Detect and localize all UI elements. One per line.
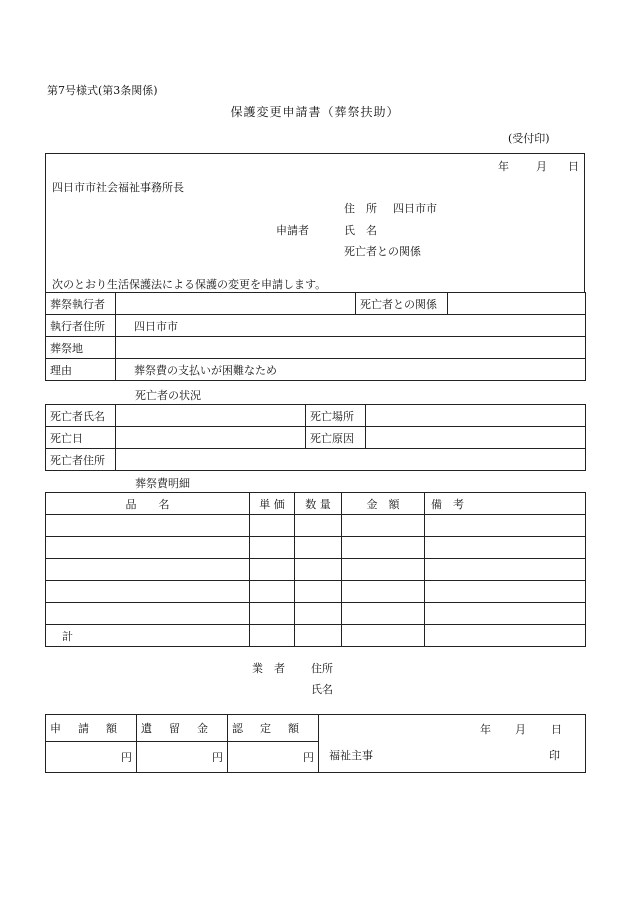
funeral-place-label: 葬祭地 <box>46 337 116 359</box>
deceased-address-label: 死亡者住所 <box>46 449 116 471</box>
applied-amount-field[interactable] <box>46 742 137 773</box>
item-name-header: 品 名 <box>46 493 250 515</box>
table-total-row <box>46 625 586 647</box>
item-cell[interactable] <box>250 537 295 559</box>
residual-money-field[interactable] <box>137 742 228 773</box>
deceased-table <box>45 404 586 471</box>
table-row <box>46 559 586 581</box>
table-header-row <box>46 493 586 515</box>
executor-relation-label: 死亡者との関係 <box>356 293 448 315</box>
table-row <box>46 337 586 359</box>
item-cell[interactable] <box>425 581 586 603</box>
item-cell[interactable] <box>250 559 295 581</box>
application-statement: 次のとおり生活保護法による保護の変更を申請します。 <box>52 278 327 291</box>
approved-amount-field[interactable] <box>228 742 319 773</box>
item-cell[interactable] <box>425 515 586 537</box>
item-cell[interactable] <box>342 603 425 625</box>
application-box <box>45 153 585 293</box>
item-cell[interactable] <box>46 515 250 537</box>
funeral-items-table <box>45 492 586 647</box>
item-cell[interactable] <box>295 581 342 603</box>
item-cell[interactable] <box>46 559 250 581</box>
applicant-label: 申請者 <box>276 224 309 237</box>
item-cell[interactable] <box>342 581 425 603</box>
receipt-stamp-label: (受付印) <box>508 132 550 145</box>
item-cell[interactable] <box>425 603 586 625</box>
item-cell[interactable] <box>295 559 342 581</box>
date-year-label: 年 <box>498 160 509 173</box>
item-cell[interactable] <box>250 603 295 625</box>
reason-label: 理由 <box>46 359 116 381</box>
vendor-label: 業 者 <box>252 662 285 675</box>
table-row <box>46 603 586 625</box>
applicant-relation-label: 死亡者との関係 <box>344 245 421 258</box>
item-cell[interactable] <box>342 625 425 647</box>
officer-cell <box>319 715 586 773</box>
total-label: 計 <box>46 625 250 647</box>
vendor-address-label: 住所 <box>311 662 333 675</box>
executor-address-field[interactable]: 四日市市 <box>116 315 586 337</box>
death-cause-field[interactable] <box>366 427 586 449</box>
officer-label: 福祉主事 <box>329 749 373 762</box>
table-row <box>46 405 586 427</box>
amount-header: 金 額 <box>342 493 425 515</box>
form-number-label: 第7号様式(第3条関係) <box>47 84 158 97</box>
date-month-label: 月 <box>536 160 547 173</box>
table-row <box>46 293 586 315</box>
death-date-field[interactable] <box>116 427 306 449</box>
residual-money-header: 遺 留 金 <box>137 715 228 742</box>
executor-address-label: 執行者住所 <box>46 315 116 337</box>
table-row <box>46 359 586 381</box>
item-cell[interactable] <box>295 537 342 559</box>
applied-amount-header: 申 請 額 <box>46 715 137 742</box>
table-row <box>46 581 586 603</box>
yen-unit: 円 <box>121 751 132 764</box>
item-cell[interactable] <box>295 515 342 537</box>
quantity-header: 数 量 <box>295 493 342 515</box>
item-cell[interactable] <box>342 559 425 581</box>
item-cell[interactable] <box>46 581 250 603</box>
deceased-address-field[interactable] <box>116 449 586 471</box>
approval-date-day: 日 <box>551 723 562 736</box>
deceased-name-field[interactable] <box>116 405 306 427</box>
item-cell[interactable] <box>425 625 586 647</box>
executor-relation-field[interactable] <box>448 293 586 315</box>
approval-date-month: 月 <box>515 723 526 736</box>
table-row <box>46 515 586 537</box>
funeral-items-section-label: 葬祭費明細 <box>135 477 190 490</box>
item-cell[interactable] <box>342 515 425 537</box>
item-cell[interactable] <box>295 603 342 625</box>
funeral-place-field[interactable] <box>116 337 586 359</box>
item-cell[interactable] <box>46 537 250 559</box>
applicant-name-label: 氏 名 <box>344 224 377 237</box>
approved-amount-header: 認 定 額 <box>228 715 319 742</box>
deceased-section-label: 死亡者の状況 <box>135 389 201 402</box>
item-cell[interactable] <box>425 559 586 581</box>
item-cell[interactable] <box>250 581 295 603</box>
approval-table <box>45 714 586 773</box>
item-cell[interactable] <box>46 603 250 625</box>
item-cell[interactable] <box>250 625 295 647</box>
remarks-header: 備 考 <box>425 493 586 515</box>
table-row <box>46 315 586 337</box>
death-place-field[interactable] <box>366 405 586 427</box>
executor-label: 葬祭執行者 <box>46 293 116 315</box>
funeral-info-table <box>45 292 586 381</box>
table-row <box>46 427 586 449</box>
table-row <box>46 715 586 742</box>
item-cell[interactable] <box>342 537 425 559</box>
reason-field[interactable]: 葬祭費の支払いが困難なため <box>116 359 586 381</box>
item-cell[interactable] <box>295 625 342 647</box>
death-date-label: 死亡日 <box>46 427 116 449</box>
item-cell[interactable] <box>250 515 295 537</box>
death-cause-label: 死亡原因 <box>306 427 366 449</box>
applicant-address-label: 住 所 <box>344 202 377 215</box>
unit-price-header: 単 価 <box>250 493 295 515</box>
deceased-name-label: 死亡者氏名 <box>46 405 116 427</box>
applicant-address-value: 四日市市 <box>393 202 437 215</box>
document-title: 保護変更申請書（葬祭扶助） <box>230 105 400 119</box>
yen-unit: 円 <box>212 751 223 764</box>
seal-label: 印 <box>549 749 560 762</box>
addressee: 四日市市社会福祉事務所長 <box>52 181 184 194</box>
approval-date-year: 年 <box>480 723 491 736</box>
table-row <box>46 537 586 559</box>
executor-field[interactable] <box>116 293 356 315</box>
vendor-name-label: 氏名 <box>311 683 333 696</box>
yen-unit: 円 <box>303 751 314 764</box>
death-place-label: 死亡場所 <box>306 405 366 427</box>
item-cell[interactable] <box>425 537 586 559</box>
date-day-label: 日 <box>568 160 579 173</box>
table-row <box>46 449 586 471</box>
